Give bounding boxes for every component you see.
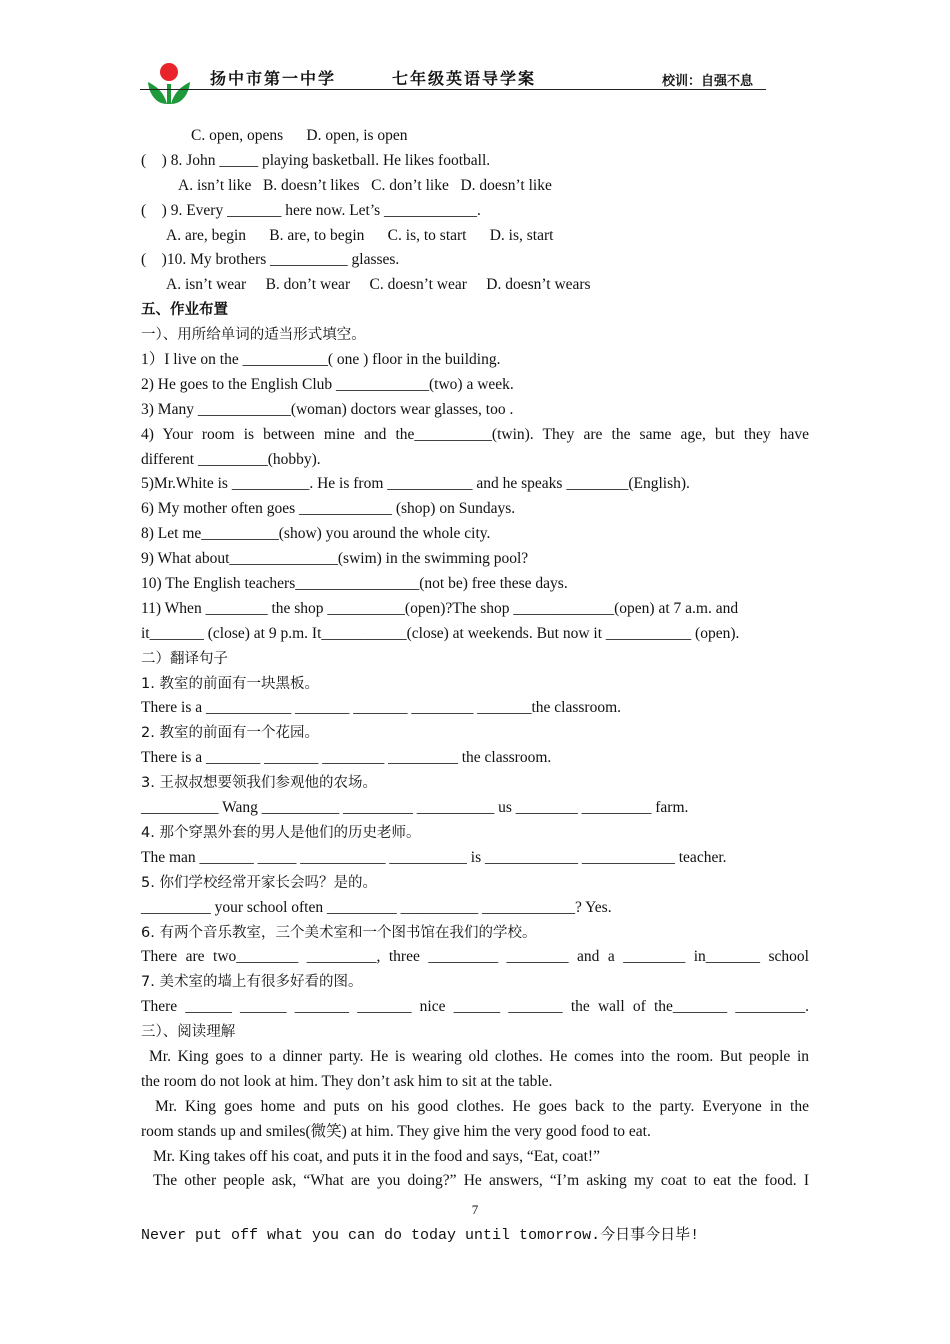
header-rule <box>140 89 766 90</box>
translation-prompt: 5. 你们学校经常开家长会吗？是的。 <box>141 874 377 891</box>
translation-line: The man _______ _____ ___________ __________ is ____________ ____________ teacher. <box>141 848 727 866</box>
reading-line: Mr. King goes home and puts on his good clothes. He goes back to the party. Everyone in the <box>155 1097 809 1115</box>
translation-prompt: 4. 那个穿黑外套的男人是他们的历史老师。 <box>141 824 421 841</box>
exercise-line: 10) The English teachers________________(not be) free these days. <box>141 575 568 593</box>
translation-line: There is a _______ _______ ________ _________ the classroom. <box>141 749 552 767</box>
translation-prompt: 7. 美术室的墙上有很多好看的图。 <box>141 974 363 991</box>
option-line: A. isn’t wear B. don’t wear C. doesn’t wear D. doesn’t wears <box>166 276 591 294</box>
school-motto: 校训：自强不息 <box>662 74 754 89</box>
exercise-line: different _________(hobby). <box>141 450 321 468</box>
question-line: ( )10. My brothers __________ glasses. <box>141 251 400 269</box>
translation-line: There are two________ _________, three _________ ________ and a ________ in_______ school <box>141 948 809 966</box>
translation-prompt: 6. 有两个音乐教室，三个美术室和一个图书馆在我们的学校。 <box>141 924 537 941</box>
option-line: A. are, begin B. are, to begin C. is, to start D. is, start <box>166 226 554 244</box>
translation-line: _________ your school often _________ __________ ____________? Yes. <box>141 898 612 916</box>
subsection-heading: 一）、用所给单词的适当形式填空。 <box>141 327 366 344</box>
question-line: ( ) 9. Every _______ here now. Let’s ____________. <box>141 201 481 219</box>
exercise-line: 8) Let me__________(show) you around the whole city. <box>141 525 491 543</box>
reading-line: Mr. King takes off his coat, and puts it in the food and says, “Eat, coat!” <box>153 1147 600 1165</box>
option-line: A. isn’t like B. doesn’t likes C. don’t like D. doesn’t like <box>178 176 552 194</box>
subsection-heading: 二）翻译句子 <box>141 650 228 667</box>
translation-prompt: 3. 王叔叔想要领我们参观他的农场。 <box>141 775 377 792</box>
exercise-line: 3) Many ____________(woman) doctors wear glasses, too . <box>141 400 514 418</box>
translation-line: There is a ___________ _______ _______ ________ _______the classroom. <box>141 699 622 717</box>
reading-line: The other people ask, “What are you doing?” He answers, “I’m asking my coat to eat the food. I <box>153 1172 809 1190</box>
exercise-line: 11) When ________ the shop __________(open)?The shop _____________(open) at 7 a.m. and <box>141 599 739 617</box>
school-logo-icon <box>146 60 192 106</box>
option-line: C. open, opens D. open, is open <box>191 127 408 144</box>
translation-prompt: 2. 教室的前面有一个花园。 <box>141 725 319 742</box>
translation-line: There ______ ______ _______ _______ nice ______ _______ the wall of the_______ _________. <box>141 998 809 1016</box>
reading-line: Mr. King goes to a dinner party. He is wearing old clothes. He comes into the room. But people in <box>149 1047 809 1065</box>
document-body <box>141 124 809 1194</box>
exercise-line: 4) Your room is between mine and the__________(twin). They are the same age, but they have <box>141 425 809 443</box>
reading-line: the room do not look at him. They don’t ask him to sit at the table. <box>141 1072 553 1090</box>
school-name: 扬中市第一中学 <box>210 69 337 88</box>
exercise-line: 5)Mr.White is __________. He is from ___________ and he speaks ________(English). <box>141 475 690 493</box>
exercise-line: 6) My mother often goes ____________ (shop) on Sundays. <box>141 500 516 518</box>
subsection-heading: 三）、阅读理解 <box>141 1024 236 1041</box>
page-number: 7 <box>471 1202 479 1217</box>
doc-title: 七年级英语导学案 <box>392 69 537 88</box>
footer-proverb: Never put off what you can do today until tomorrow.今日事今日毕! <box>141 1227 700 1244</box>
exercise-line: 9) What about______________(swim) in the swimming pool? <box>141 550 529 568</box>
question-line: ( ) 8. John _____ playing basketball. He likes football. <box>141 151 491 169</box>
exercise-line: 2) He goes to the English Club ____________(two) a week. <box>141 375 514 393</box>
exercise-line: it_______ (close) at 9 p.m. It___________(close) at weekends. But now it ___________ (open). <box>141 624 740 642</box>
translation-prompt: 1. 教室的前面有一块黑板。 <box>141 675 319 692</box>
section-heading: 五、作业布置 <box>141 302 228 319</box>
translation-line: __________ Wang __________ _________ __________ us ________ _________ farm. <box>141 799 689 817</box>
reading-line: room stands up and smiles(微笑) at him. They give him the very good food to eat. <box>141 1122 651 1140</box>
exercise-line: 1）I live on the ___________( one ) floor in the building. <box>141 351 501 369</box>
